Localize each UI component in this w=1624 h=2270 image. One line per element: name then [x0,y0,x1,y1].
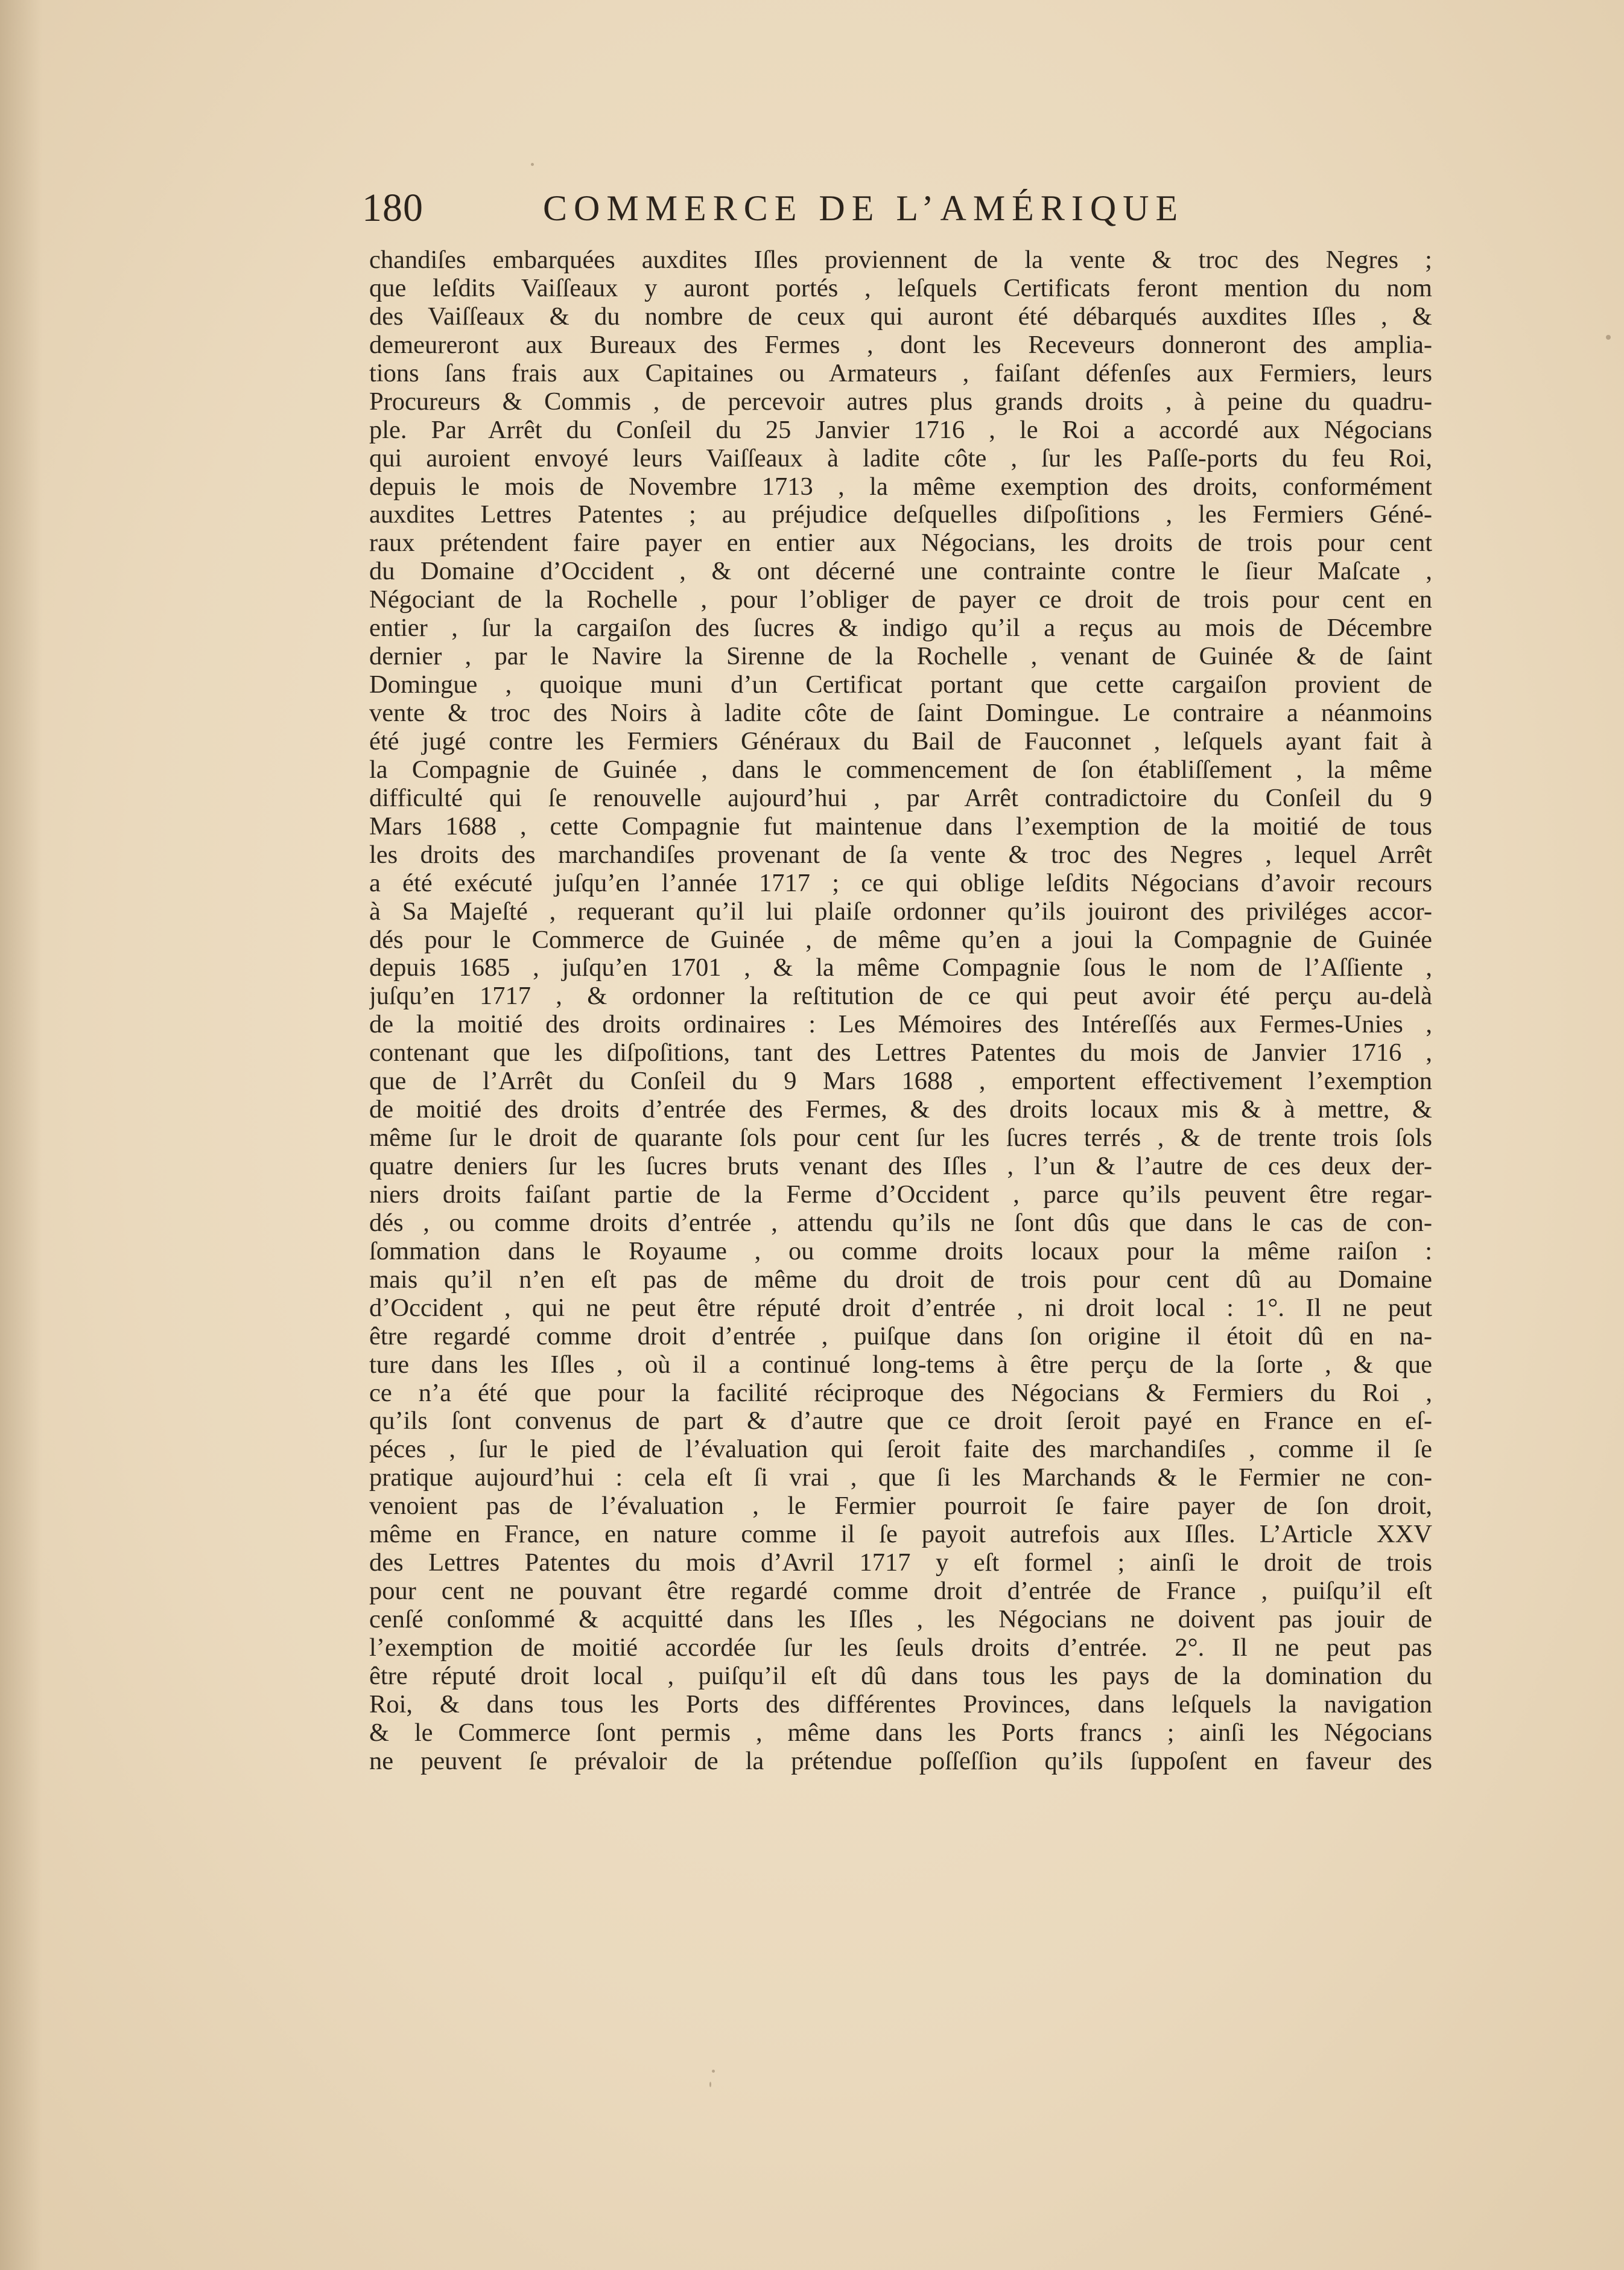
text-line: Domingue , quoique muni d’un Certificat portant que cette cargaiſon provient de [369,671,1432,699]
text-line: dés pour le Commerce de Guinée , de même qu’en a joui la Compagnie de Guinée [369,926,1432,954]
text-line: même ſur le droit de quarante ſols pour cent ſur les ſucres terrés , & de trente trois ſols [369,1124,1432,1152]
text-line: être regardé comme droit d’entrée , puiſque dans ſon origine il étoit dû en na- [369,1322,1432,1350]
text-line: de moitié des droits d’entrée des Fermes, & des droits locaux mis & à mettre, & [369,1096,1432,1124]
page-number: 180 [362,186,423,230]
text-line: demeureront aux Bureaux des Fermes , dont les Receveurs donneront des amplia- [369,331,1432,359]
text-line: contenant que les diſpoſitions, tant des Lettres Patentes du mois de Janvier 1716 , [369,1039,1432,1067]
text-line: cenſé conſommé & acquitté dans les Iſles , les Négocians ne doivent pas jouir de [369,1606,1432,1633]
text-line: a été exécuté juſqu’en l’année 1717 ; ce qui oblige leſdits Négocians d’avoir recours [369,869,1432,897]
page-header [362,184,1363,232]
text-line: auxdites Lettres Patentes ; au préjudice deſquelles diſpoſitions , les Fermiers Géné- [369,501,1432,529]
text-line: tions ſans frais aux Capitaines ou Armateurs , faiſant défenſes aux Fermiers, leurs [369,359,1432,387]
body-text [369,246,1432,1776]
text-line: qui auroient envoyé leurs Vaiſſeaux à ladite côte , ſur les Paſſe-ports du feu Roi, [369,444,1432,472]
text-line: été jugé contre les Fermiers Généraux du Bail de Fauconnet , leſquels ayant fait à [369,727,1432,755]
text-line: quatre deniers ſur les ſucres bruts venant des Iſles , l’un & l’autre de ces deux der- [369,1152,1432,1180]
text-line: dernier , par le Navire la Sirenne de la Rochelle , venant de Guinée & de ſaint [369,643,1432,671]
text-line: l’exemption de moitié accordée ſur les ſeuls droits d’entrée. 2°. Il ne peut pas [369,1633,1432,1662]
text-line: des Vaiſſeaux & du nombre de ceux qui auront été débarqués auxdites Iſles , & [369,302,1432,331]
text-line: péces , ſur le pied de l’évaluation qui ſeroit faite des marchandiſes , comme il ſe [369,1435,1432,1464]
text-line: d’Occident , qui ne peut être réputé droit d’entrée , ni droit local : 1°. Il ne peut [369,1294,1432,1322]
text-line: chandiſes embarquées auxdites Iſles proviennent de la vente & troc des Negres ; [369,246,1432,274]
text-line: des Lettres Patentes du mois d’Avril 1717 y eſt formel ; ainſi le droit de trois [369,1549,1432,1577]
text-line: ſommation dans le Royaume , ou comme droits locaux pour la même raiſon : [369,1237,1432,1265]
text-line: ture dans les Iſles , où il a continué long-tems à être perçu de la ſorte , & que [369,1350,1432,1379]
paper-speck [1606,335,1611,340]
text-line: ce n’a été que pour la facilité réciproque des Négocians & Fermiers du Roi , [369,1379,1432,1407]
text-line: depuis 1685 , juſqu’en 1701 , & la même Compagnie ſous le nom de l’Aſſiente , [369,954,1432,982]
text-line: Mars 1688 , cette Compagnie fut maintenue dans l’exemption de la moitié de tous [369,812,1432,841]
text-line: juſqu’en 1717 , & ordonner la reſtitution de ce qui peut avoir été perçu au-delà [369,982,1432,1011]
text-line: niers droits faiſant partie de la Ferme d’Occident , parce qu’ils peuvent être regar- [369,1180,1432,1209]
text-line: être réputé droit local , puiſqu’il eſt dû dans tous les pays de la domination du [369,1662,1432,1690]
text-line: & le Commerce ſont permis , même dans les Ports francs ; ainſi les Négocians [369,1718,1432,1747]
text-line: même en France, en nature comme il ſe payoit autrefois aux Iſles. L’Article XXV [369,1521,1432,1549]
text-line: entier , ſur la cargaiſon des ſucres & indigo qu’il a reçus au mois de Décembre [369,614,1432,643]
text-line: difficulté qui ſe renouvelle aujourd’hui , par Arrêt contradictoire du Conſeil du 9 [369,784,1432,812]
text-line: Procureurs & Commis , de percevoir autres plus grands droits , à peine du quadru- [369,387,1432,416]
text-line: les droits des marchandiſes provenant de ſa vente & troc des Negres , lequel Arrêt [369,841,1432,869]
text-line: à Sa Majeſté , requerant qu’il lui plaiſe ordonner qu’ils jouiront des priviléges accor- [369,897,1432,926]
text-line: qu’ils ſont convenus de part & d’autre que ce droit ſeroit payé en France en eſ- [369,1407,1432,1435]
text-line: du Domaine d’Occident , & ont décerné une contrainte contre le ſieur Maſcate , [369,558,1432,586]
text-line: depuis le mois de Novembre 1713 , la même exemption des droits, conformément [369,472,1432,501]
paper-speck [709,2082,711,2087]
text-line: que leſdits Vaiſſeaux y auront portés , leſquels Certificats feront mention du nom [369,274,1432,302]
paper-speck [531,163,534,166]
text-line: que de l’Arrêt du Conſeil du 9 Mars 1688 , emportent effectivement l’exemption [369,1067,1432,1096]
text-line: Négociant de la Rochelle , pour l’obliger de payer ce droit de trois pour cent en [369,586,1432,614]
text-line: la Compagnie de Guinée , dans le commencement de ſon établiſſement , la même [369,755,1432,784]
text-line: de la moitié des droits ordinaires : Les Mémoires des Intéreſſés aux Fermes-Unies , [369,1011,1432,1039]
text-line: pratique aujourd’hui : cela eſt ſi vrai , que ſi les Marchands & le Fermier ne con- [369,1464,1432,1492]
text-line: mais qu’il n’en eſt pas de même du droit de trois pour cent dû au Domaine [369,1265,1432,1294]
text-line: dés , ou comme droits d’entrée , attendu qu’ils ne ſont dûs que dans le cas de con- [369,1209,1432,1237]
text-line: Roi, & dans tous les Ports des différentes Provinces, dans leſquels la navigation [369,1690,1432,1718]
text-line: ne peuvent ſe prévaloir de la prétendue poſſeſſion qu’ils ſuppoſent en faveur des [369,1747,1432,1775]
text-line: ple. Par Arrêt du Conſeil du 25 Janvier 1716 , le Roi a accordé aux Négocians [369,416,1432,444]
paper-speck [712,2070,715,2073]
text-line: raux prétendent faire payer en entier aux Négocians, les droits de trois pour cent [369,529,1432,558]
text-line: pour cent ne pouvant être regardé comme droit d’entrée de France , puiſqu’il eſt [369,1577,1432,1606]
text-line: venoient pas de l’évaluation , le Fermier pourroit ſe faire payer de ſon droit, [369,1492,1432,1521]
running-head: COMMERCE DE L’AMÉRIQUE [543,188,1185,228]
text-line: vente & troc des Noirs à ladite côte de ſaint Domingue. Le contraire a néanmoins [369,699,1432,727]
